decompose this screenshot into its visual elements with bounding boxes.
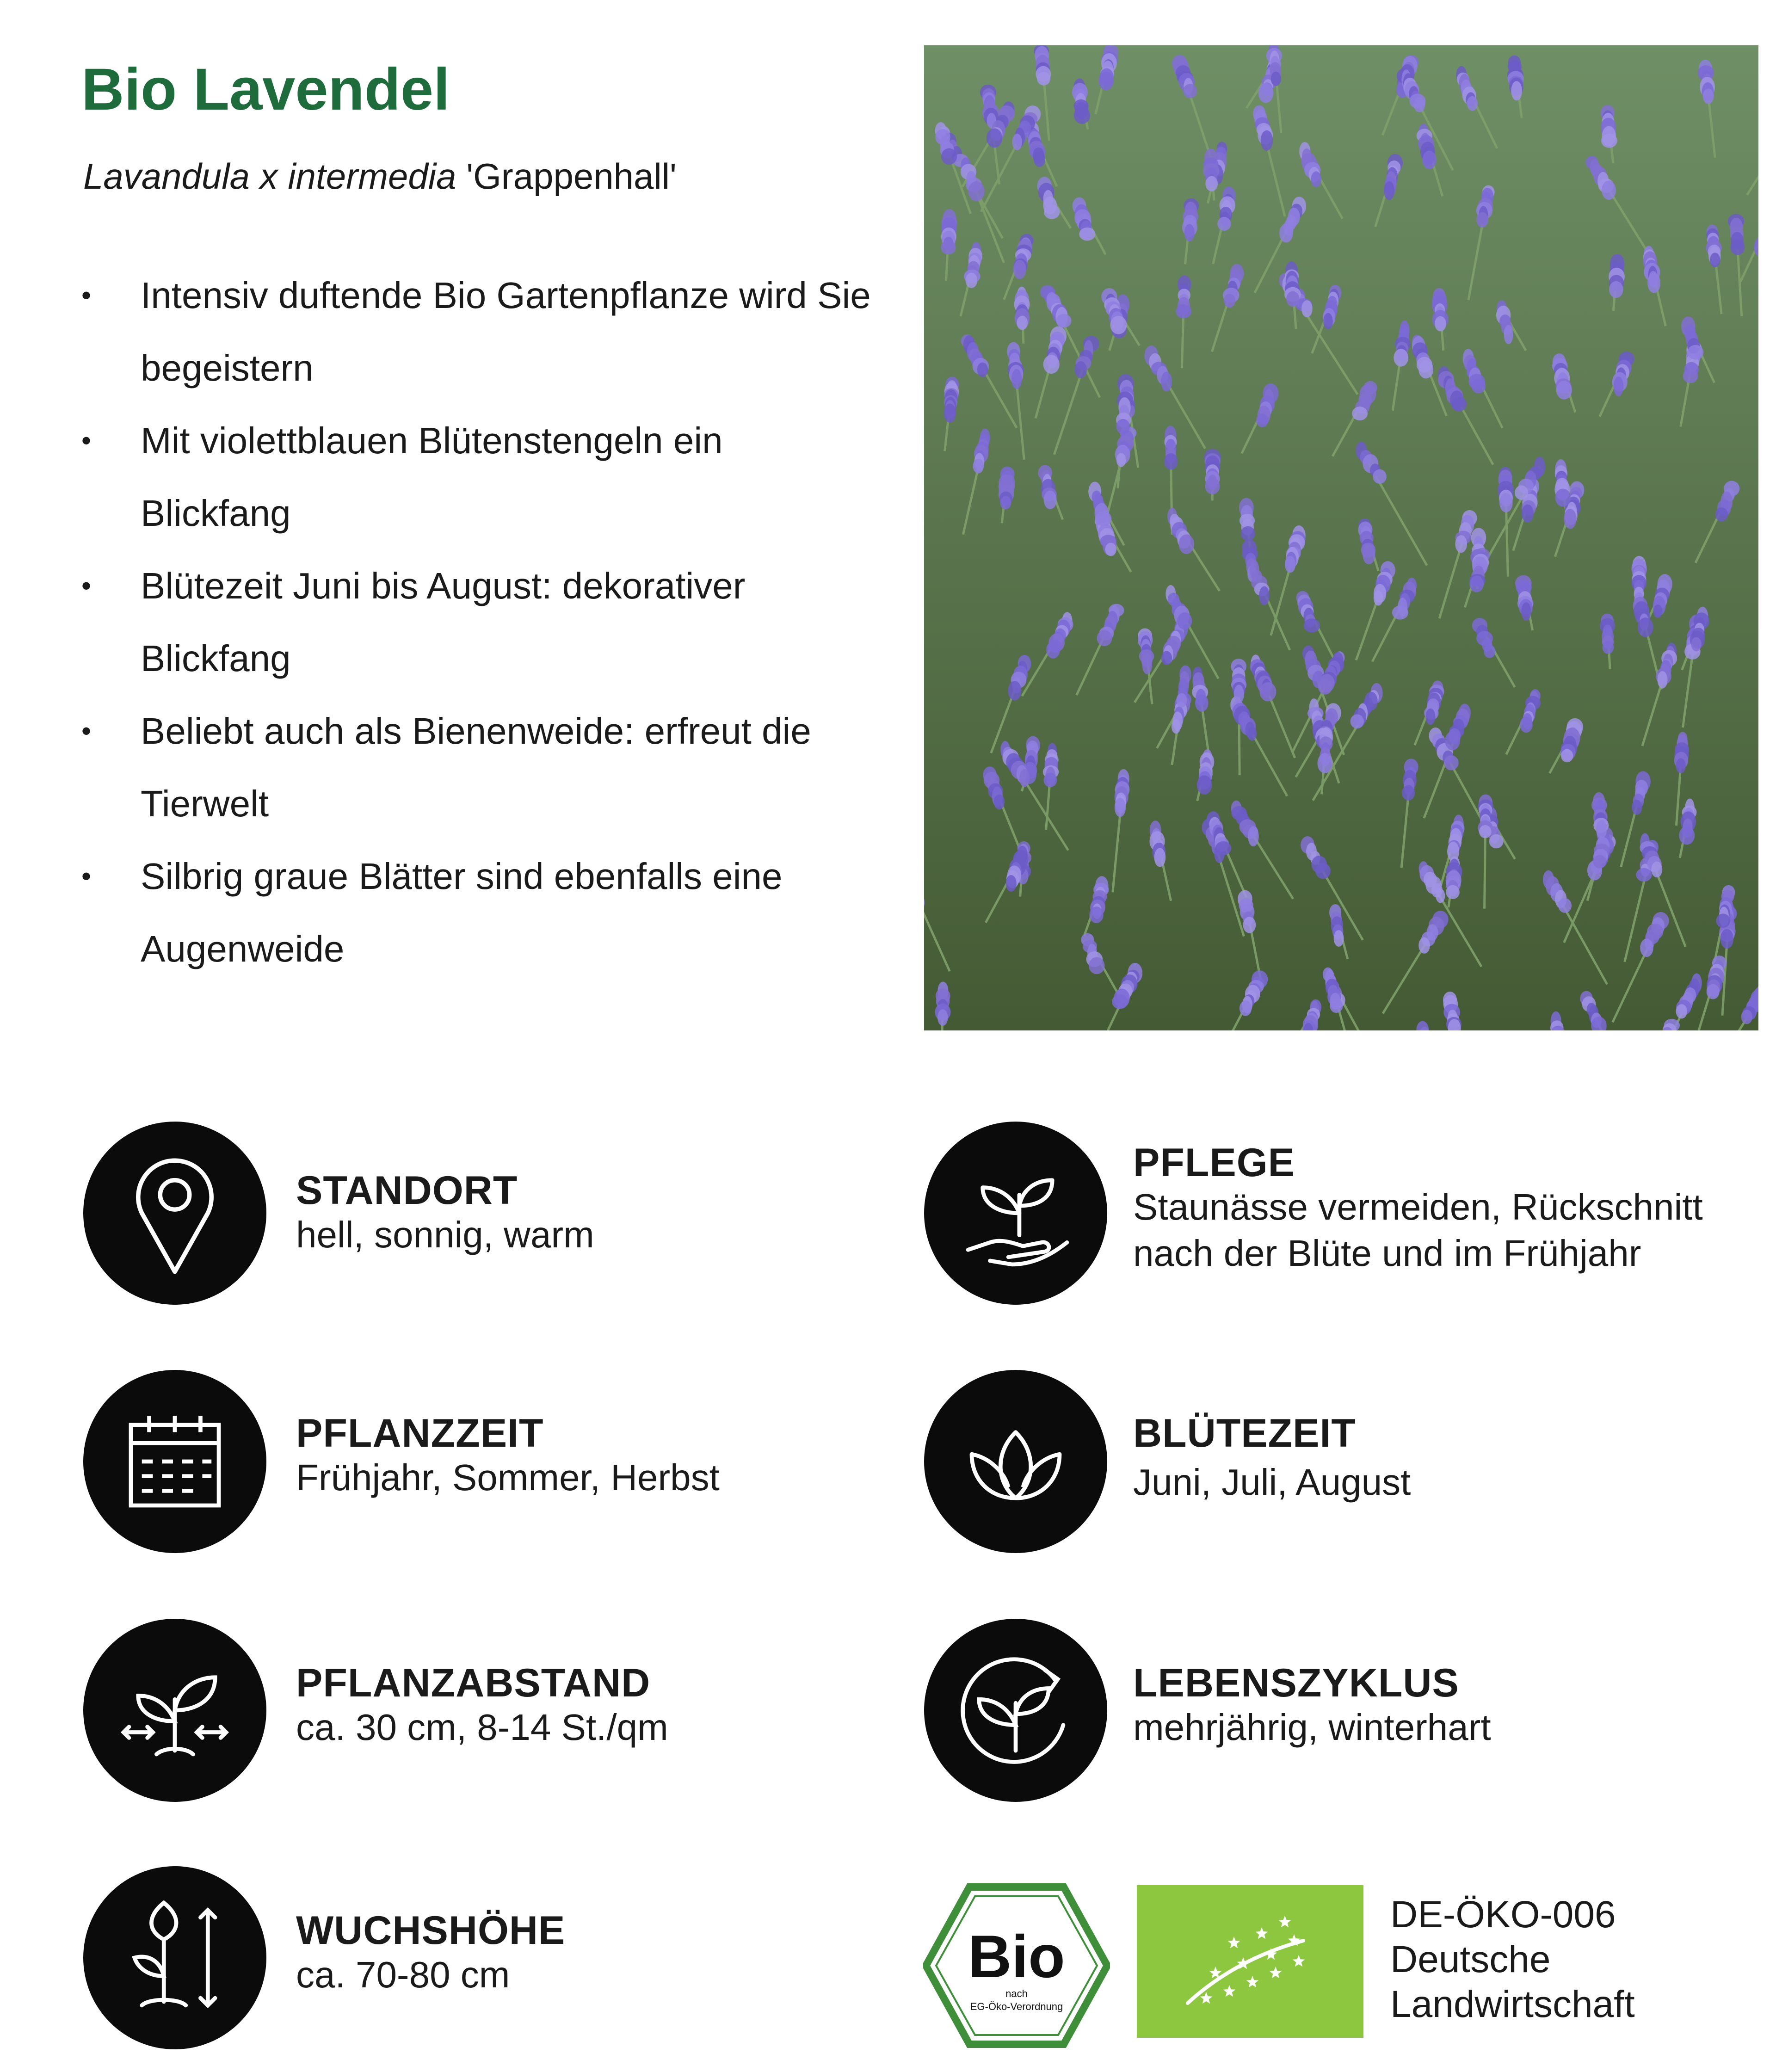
feature-item: • Mit violettblauen Blütenstengeln ein Blickfang xyxy=(81,404,877,549)
lavender-floret xyxy=(1259,586,1270,605)
lavender-floret xyxy=(1197,775,1212,795)
lavender-floret xyxy=(1017,316,1028,330)
lavender-floret xyxy=(1183,84,1197,98)
lavender-floret xyxy=(1414,97,1425,112)
lavender-floret xyxy=(1556,381,1572,399)
lavender-floret xyxy=(1601,134,1617,148)
lavender-floret xyxy=(1653,604,1663,618)
lavender-floret xyxy=(1683,369,1698,383)
lavender-floret xyxy=(1363,544,1375,564)
lavender-floret xyxy=(1741,1010,1752,1024)
wuchshoehe-value: ca. 70-80 cm xyxy=(296,1954,510,1995)
lavender-floret xyxy=(1418,937,1430,954)
lavender-floret xyxy=(968,181,985,201)
lavender-floret xyxy=(1658,671,1668,689)
lavender-floret xyxy=(1636,868,1652,882)
lavender-floret xyxy=(941,148,957,165)
lavender-floret xyxy=(1112,994,1128,1009)
lavender-floret xyxy=(1217,217,1231,231)
lavender-floret xyxy=(937,1009,948,1026)
lavender-floret xyxy=(1240,1000,1252,1016)
lavender-floret xyxy=(1161,651,1172,665)
lavender-floret xyxy=(1476,212,1488,228)
lavender-floret xyxy=(1647,273,1660,293)
lavender-floret xyxy=(1374,591,1383,606)
lavender-floret xyxy=(1154,848,1166,867)
latin-species: Lavandula x intermedia xyxy=(83,156,456,197)
lavender-floret xyxy=(1455,535,1467,553)
lavender-floret xyxy=(1444,755,1459,770)
plant-spacing-icon xyxy=(83,1619,266,1802)
lavender-floret xyxy=(987,128,1003,148)
plant-height-icon xyxy=(83,1866,266,2049)
cultivar-name: 'Grappenhall' xyxy=(466,156,677,197)
lavender-floret xyxy=(1271,72,1281,86)
lavender-floret xyxy=(1258,83,1273,103)
lavender-floret xyxy=(1504,325,1513,344)
lavender-floret xyxy=(1304,619,1320,633)
lavender-floret xyxy=(1515,485,1528,500)
lavender-floret xyxy=(1044,204,1060,219)
lavender-floret xyxy=(1499,493,1513,512)
lavender-floret xyxy=(944,404,956,423)
location-pin-icon xyxy=(83,1122,266,1305)
lavender-floret xyxy=(1006,875,1017,892)
lavender-floret xyxy=(1609,281,1623,298)
lavender-floret xyxy=(1116,453,1126,467)
feature-item: • Silbrig graue Blätter sind ebenfalls eine Augenweide xyxy=(81,840,877,985)
lavender-floret xyxy=(1079,228,1095,241)
cert-code: DE-ÖKO-006 xyxy=(1390,1893,1616,1936)
lavender-floret xyxy=(1691,637,1702,651)
lavender-floret xyxy=(1710,253,1720,267)
lavender-floret xyxy=(1311,171,1321,187)
lavender-floret xyxy=(1279,223,1293,242)
pflege-value-line2: nach der Blüte und im Frühjahr xyxy=(1133,1233,1641,1274)
lavender-floret xyxy=(1116,419,1130,434)
eu-star xyxy=(1270,1967,1282,1978)
lavender-floret xyxy=(1178,534,1194,554)
lavender-floret xyxy=(1008,681,1021,700)
lavender-floret xyxy=(1703,88,1714,104)
lavender-floret xyxy=(1012,134,1022,150)
lavender-floret xyxy=(1716,913,1730,928)
lavender-floret xyxy=(1467,96,1478,111)
calendar-icon xyxy=(83,1370,266,1553)
pflege-label: PFLEGE xyxy=(1133,1141,1295,1185)
lotus-flower-icon xyxy=(924,1370,1107,1553)
lavender-floret xyxy=(1323,313,1332,330)
lavender-floret xyxy=(1471,379,1486,393)
lavender-floret xyxy=(1394,349,1408,367)
lavender-floret xyxy=(1161,371,1172,391)
lavender-floret xyxy=(1164,453,1178,469)
lavender-floret xyxy=(1352,407,1368,420)
lavender-floret xyxy=(1056,314,1071,328)
lavender-floret xyxy=(1651,862,1662,878)
cert-line3: Landwirtschaft xyxy=(1390,1983,1635,2025)
lavender-floret xyxy=(1318,678,1332,695)
lavender-floret xyxy=(1445,731,1460,750)
lavender-floret xyxy=(1095,511,1111,526)
lavender-floret xyxy=(1043,773,1057,787)
lavender-floret xyxy=(1105,543,1116,556)
lavender-floret xyxy=(941,240,956,255)
lavender-floret xyxy=(1676,1004,1687,1018)
lavender-floret xyxy=(1330,999,1343,1013)
lavender-floret xyxy=(1037,72,1050,86)
lavender-floret xyxy=(1451,397,1467,411)
lavender-floret xyxy=(1044,491,1057,509)
lavender-photo xyxy=(924,45,1758,1030)
lavender-floret xyxy=(1013,260,1026,279)
wuchshoehe-label: WUCHSHÖHE xyxy=(296,1908,566,1953)
lavender-floret xyxy=(1089,906,1103,923)
lavender-floret xyxy=(1425,709,1435,725)
lavender-floret xyxy=(1350,714,1364,728)
lavender-floret xyxy=(1688,345,1704,360)
hand-seedling-icon xyxy=(924,1122,1107,1305)
lavender-floret xyxy=(1301,300,1313,317)
lebenszyklus-value: mehrjährig, winterhart xyxy=(1133,1707,1491,1748)
lavender-floret xyxy=(1019,769,1030,787)
lavender-floret xyxy=(1098,72,1113,90)
lavender-floret xyxy=(1638,617,1653,637)
lavender-floret xyxy=(1561,749,1573,763)
lavender-floret xyxy=(1596,820,1607,839)
lavender-floret xyxy=(1285,556,1295,573)
lavender-floret xyxy=(1384,181,1394,200)
lavender-floret xyxy=(973,459,984,474)
lavender-floret xyxy=(1043,355,1060,374)
lavender-floret xyxy=(1195,694,1209,712)
lavender-floret xyxy=(1715,507,1728,522)
eu-star xyxy=(1256,1927,1268,1939)
lavender-floret xyxy=(1640,938,1653,957)
bio-seal-logo xyxy=(923,1882,1110,2049)
lavender-floret xyxy=(1730,239,1745,255)
feature-item: • Beliebt auch als Bienenweide: erfreut die Tierwelt xyxy=(81,695,877,840)
pflege-value-line1: Staunässe vermeiden, Rückschnitt xyxy=(1133,1186,1703,1227)
lavender-floret xyxy=(1248,826,1259,846)
lavender-floret xyxy=(1256,413,1268,427)
lavender-floret xyxy=(1484,645,1495,658)
lavender-floret xyxy=(1373,469,1387,484)
lavender-floret xyxy=(1614,376,1623,396)
lavender-floret xyxy=(1259,682,1276,701)
lavender-floret xyxy=(1177,612,1192,629)
bluetezeit-label: BLÜTEZEIT xyxy=(1133,1411,1356,1455)
lavender-floret xyxy=(1315,863,1331,879)
lavender-floret xyxy=(1707,984,1720,999)
bio-seal-text: Bio xyxy=(968,1923,1065,1990)
lavender-floret xyxy=(1243,917,1256,933)
lavender-floret xyxy=(1593,855,1606,869)
lavender-floret xyxy=(1564,509,1576,529)
lavender-floret xyxy=(1142,654,1152,674)
product-title: Bio Lavendel xyxy=(81,56,450,123)
lavender-floret xyxy=(1720,929,1733,949)
pflanzabstand-value: ca. 30 cm, 8-14 St./qm xyxy=(296,1707,668,1748)
eu-star xyxy=(1293,1955,1305,1967)
lavender-floret xyxy=(1479,825,1492,838)
lavender-floret xyxy=(1435,316,1446,332)
lavender-illustration xyxy=(924,45,1758,1030)
lavender-floret xyxy=(1602,181,1616,200)
lavender-floret xyxy=(1520,716,1533,733)
lavender-floret xyxy=(1000,496,1011,509)
lavender-floret xyxy=(1469,576,1484,592)
latin-name xyxy=(83,155,677,198)
lavender-floret xyxy=(1261,130,1273,151)
lavender-floret xyxy=(1172,719,1181,734)
lavender-floret xyxy=(1489,834,1504,849)
lavender-floret xyxy=(1511,81,1522,100)
lavender-floret xyxy=(1521,602,1531,621)
lavender-floret xyxy=(1176,693,1187,708)
lavender-floret xyxy=(1422,151,1436,169)
lavender-floret xyxy=(1046,641,1060,658)
lavender-floret xyxy=(1522,504,1534,522)
lavender-floret xyxy=(1558,898,1572,913)
lavender-floret xyxy=(1115,798,1126,817)
lavender-floret xyxy=(1436,888,1445,903)
bluetezeit-value: Juni, Juli, August xyxy=(1133,1462,1411,1503)
lavender-floret xyxy=(994,795,1005,810)
lavender-floret xyxy=(1555,488,1571,506)
lavender-floret xyxy=(1089,957,1105,974)
lavender-floret xyxy=(1097,630,1112,646)
lavender-floret xyxy=(1075,361,1087,378)
lavender-floret xyxy=(1334,930,1344,947)
lavender-floret xyxy=(1446,885,1460,899)
eu-star xyxy=(1279,1916,1291,1927)
lifecycle-leaf-icon xyxy=(924,1619,1107,1802)
lavender-floret xyxy=(1392,605,1408,619)
eu-star xyxy=(1246,1976,1259,1987)
lavender-floret xyxy=(1402,785,1415,801)
lavender-floret xyxy=(1602,641,1614,654)
lebenszyklus-label: LEBENSZYKLUS xyxy=(1133,1661,1459,1705)
lavender-floret xyxy=(965,273,977,288)
lavender-floret xyxy=(1205,478,1220,494)
lavender-floret xyxy=(1418,360,1433,378)
pflanzzeit-label: PFLANZZEIT xyxy=(296,1411,544,1455)
lavender-floret xyxy=(1247,726,1257,740)
lavender-floret xyxy=(1034,151,1045,167)
eu-star xyxy=(1200,1992,1213,2004)
lavender-floret xyxy=(1679,826,1695,845)
lavender-floret xyxy=(1241,526,1255,541)
feature-item: • Blütezeit Juni bis August: dekorativer Blickfang xyxy=(81,549,877,695)
lavender-floret xyxy=(1074,107,1090,124)
lavender-floret xyxy=(977,363,988,377)
bio-seal-sub1: nach xyxy=(1005,1988,1028,1999)
feature-list xyxy=(81,259,877,985)
lavender-floret xyxy=(1234,684,1244,703)
lavender-floret xyxy=(1632,800,1642,814)
standort-value: hell, sonnig, warm xyxy=(296,1214,594,1255)
feature-item: • Intensiv duftende Bio Gartenpflanze wird Sie begeistern xyxy=(81,259,877,404)
certification-text xyxy=(1390,1893,1635,2027)
lavender-floret xyxy=(1205,176,1218,191)
lavender-floret xyxy=(1317,753,1332,773)
eu-star xyxy=(1228,1936,1240,1948)
pflanzabstand-label: PFLANZABSTAND xyxy=(296,1661,651,1705)
lavender-floret xyxy=(1286,291,1300,307)
lavender-floret xyxy=(1184,224,1195,241)
standort-label: STANDORT xyxy=(296,1168,518,1213)
lavender-floret xyxy=(1110,316,1127,334)
lavender-floret xyxy=(1011,369,1022,389)
eu-star xyxy=(1223,1985,1236,1997)
lavender-floret xyxy=(1224,294,1235,308)
eu-organic-leaf-logo xyxy=(1137,1885,1363,2038)
lavender-floret xyxy=(1676,758,1686,773)
bio-seal-sub2: EG-Öko-Verordnung xyxy=(970,2001,1063,2012)
lavender-floret xyxy=(1176,304,1191,319)
cert-line2: Deutsche xyxy=(1390,1938,1551,1980)
pflanzzeit-value: Frühjahr, Sommer, Herbst xyxy=(296,1457,720,1498)
lavender-floret xyxy=(1215,841,1231,855)
